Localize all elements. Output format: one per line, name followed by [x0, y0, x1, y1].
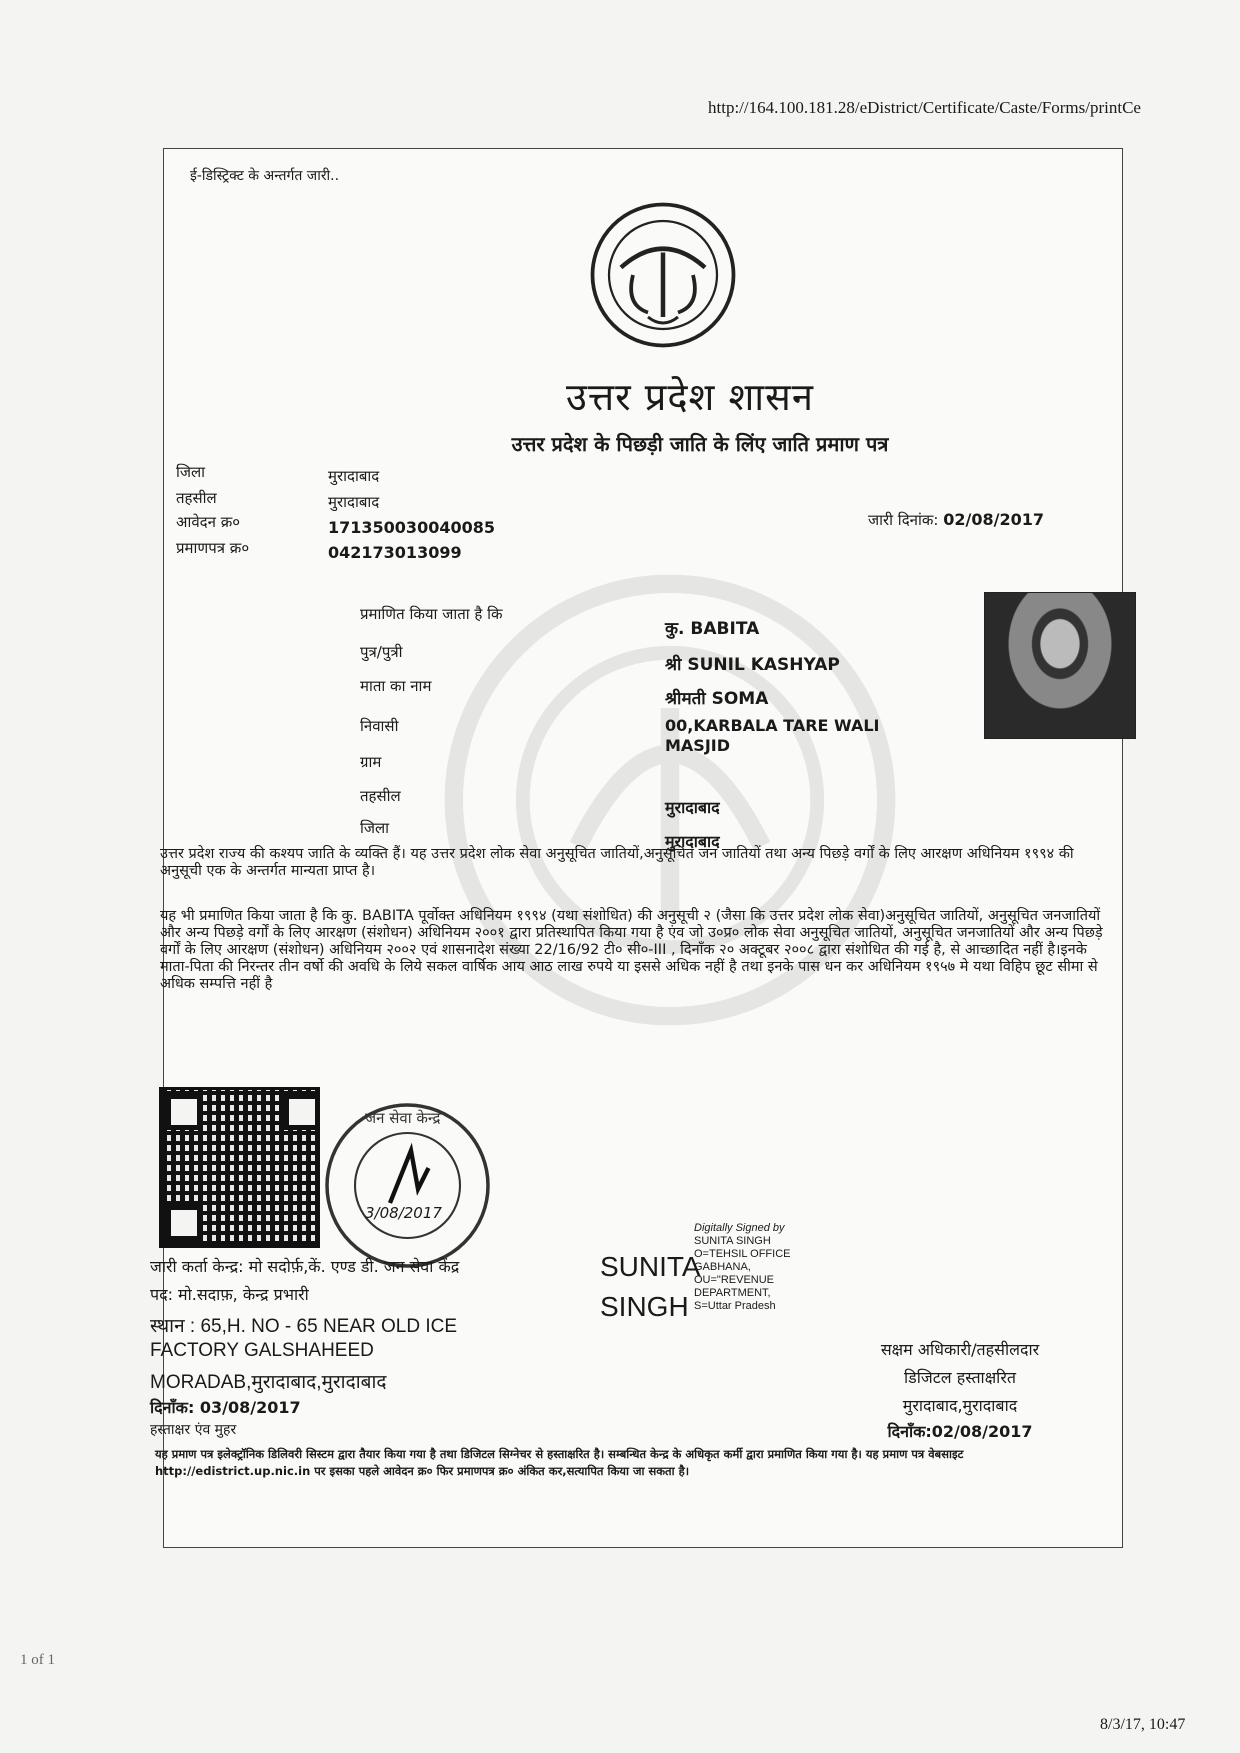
village-label: ग्राम	[360, 753, 382, 771]
signer-name-line1: SUNITA	[600, 1251, 701, 1282]
applicant-name: कु. BABITA	[665, 619, 760, 639]
district-label-2: जिला	[360, 819, 390, 837]
district-value-2: मुरादाबाद	[665, 832, 720, 851]
issuer-place-line1: स्थान : 65,H. NO - 65 NEAR OLD ICE	[150, 1316, 458, 1337]
authority-digital: डिजिटल हस्ताक्षरित	[904, 1368, 1016, 1387]
application-number: 171350030040085	[328, 518, 495, 537]
verification-footnote: यह प्रमाण पत्र इलेक्ट्रॉनिक डिलिवरी सिस्टम द्वारा तैयार किया गया है तथा डिजिटल सिग्नेचर से हस्ताक्षरित है। सम्बन्धित केन्द्र के अधिकृत कर्मी द्वारा प्रमाणित किया गया है। यह प्रमाण पत्र वेबसाइट http://edistrict.up.nic.in पर इसका पहले आवेदन क्र० फिर प्रमाणपत्र क्र० अंकित कर,सत्यापित किया जा सकता है।	[155, 1447, 964, 1478]
issue-date	[868, 510, 1044, 530]
digital-signature-details	[694, 1222, 824, 1313]
tehsil-label-2: तहसील	[360, 787, 401, 805]
issuer-place-line2: FACTORY GALSHAHEED	[150, 1340, 374, 1361]
district-value: मुरादाबाद	[328, 467, 380, 485]
mother-label: माता का नाम	[360, 677, 432, 695]
issue-date-label: जारी दिनांक:	[868, 511, 939, 529]
tehsil-value: मुरादाबाद	[328, 493, 380, 511]
digital-location: GABHANA,	[694, 1261, 751, 1273]
stamp-label: जन सेवा केन्द्र	[365, 1109, 441, 1127]
creamy-layer-paragraph: यह भी प्रमाणित किया जाता है कि कु. BABITA पूर्वोक्त अधिनियम १९९४ (यथा संशोधित) की अनुसूची २ (जैसा कि उत्तर प्रदेश लोक सेवा)अनुसूचित जातियों, अनुसूचित जनजातियों और अन्य पिछड़े वर्गों के लिए आरक्षण (संशोधन) अधिनियम २००१ द्वारा प्रतिस्थापित किया गया है एंव जो उ०प्र० लोक सेवा अनुसूचित जातियों, अनुसूचित जनजातियों और अन्य पिछड़े वर्गों के लिए आरक्षण (संशोधन) अधिनियम २००२ एवं शासनादेश संख्या 22/16/92 टी० सी०-III , दिनाँक २० अक्टूबर २००८ द्वारा संशोधित की गई है, से आच्छादित नहीं है।इनके माता-पिता की निरन्तर तीन वर्षो की अवधि के लिये सकल वार्षिक आय आठ लाख रुपये या इससे अधिक नहीं है तथा इनके पास धन कर अधिनियम १९५७ मे यथा विहिप छूट सीमा से अधिक सम्पत्ति नहीं है	[160, 908, 1103, 992]
digital-org: O=TEHSIL OFFICE	[694, 1248, 791, 1260]
authority-date: दिनाँक:02/08/2017	[887, 1422, 1033, 1441]
child-of-label: पुत्र/पुत्री	[360, 643, 403, 661]
resident-label: निवासी	[360, 717, 399, 735]
mother-name: श्रीमती SOMA	[665, 689, 769, 709]
digital-state: S=Uttar Pradesh	[694, 1300, 776, 1312]
digital-ou: OU="REVENUE	[694, 1274, 775, 1286]
digital-department: DEPARTMENT,	[694, 1287, 771, 1299]
father-name: श्री SUNIL KASHYAP	[665, 655, 840, 675]
digital-signed-by: Digitally Signed by	[694, 1222, 785, 1234]
issuer-place-line3: MORADAB,मुरादाबाद,मुरादाबाद	[150, 1372, 387, 1393]
authority-title: सक्षम अधिकारी/तहसीलदार	[880, 1340, 1040, 1359]
signer-name-line2: SINGH	[600, 1291, 689, 1322]
caste-paragraph: उत्तर प्रदेश राज्य की कश्यप जाति के व्यक्ति हैं। यह उत्तर प्रदेश लोक सेवा अनुसूचित जातियों,अनुसूचित जन जातियों तथा अन्य पिछड़े वर्गों के लिए आरक्षण अधिनियम १९९४ की अनुसूची एक के अन्तर्गत मान्यता प्राप्त है।	[160, 846, 1074, 879]
certificate-number: 042173013099	[328, 543, 462, 562]
issued-note: ई-डिस्ट्रिक्ट के अन्तर्गत जारी..	[190, 168, 340, 184]
certificate-number-label: प्रमाणपत्र क्र०	[176, 539, 250, 557]
applicant-photo	[984, 592, 1136, 739]
application-label: आवेदन क्र०	[176, 513, 241, 531]
certified-label: प्रमाणित किया जाता है कि	[360, 605, 503, 623]
resident-address: 00,KARBALA TARE WALI MASJID	[665, 716, 880, 755]
page-number: 1 of 1	[20, 1652, 55, 1668]
issuing-center: जारी कर्ता केन्द्र: मो सदोर्फ़,कें. एण्ड डी. जन सेवा केंद्र	[150, 1257, 460, 1276]
digital-signer: SUNITA SINGH	[694, 1235, 771, 1247]
district-label: जिला	[176, 463, 206, 481]
tehsil-value-2: मुरादाबाद	[665, 798, 720, 817]
stamp-date: 3/08/2017	[365, 1204, 442, 1222]
certificate-title: उत्तर प्रदेश शासन	[566, 375, 814, 419]
certificate-subtitle: उत्तर प्रदेश के पिछड़ी जाति के लिंए जाति प्रमाण पत्र	[511, 432, 889, 456]
issue-date-value: 02/08/2017	[943, 510, 1044, 529]
qr-code	[162, 1090, 317, 1245]
print-timestamp: 8/3/17, 10:47	[1100, 1716, 1186, 1733]
sign-label: हस्ताक्षर एंव मुहर	[150, 1422, 237, 1438]
issuer-post: पद: मो.सदाफ़, केन्द्र प्रभारी	[150, 1285, 309, 1304]
qr-corner-marker	[284, 1094, 320, 1130]
url-text: http://164.100.181.28/eDistrict/Certificate/Caste/Forms/printCe	[708, 98, 1141, 117]
up-emblem-icon	[588, 200, 738, 350]
authority-place: मुरादाबाद,मुरादाबाद	[902, 1396, 1018, 1415]
issuer-date: दिनाँक: 03/08/2017	[150, 1398, 301, 1417]
tehsil-label: तहसील	[176, 489, 217, 507]
